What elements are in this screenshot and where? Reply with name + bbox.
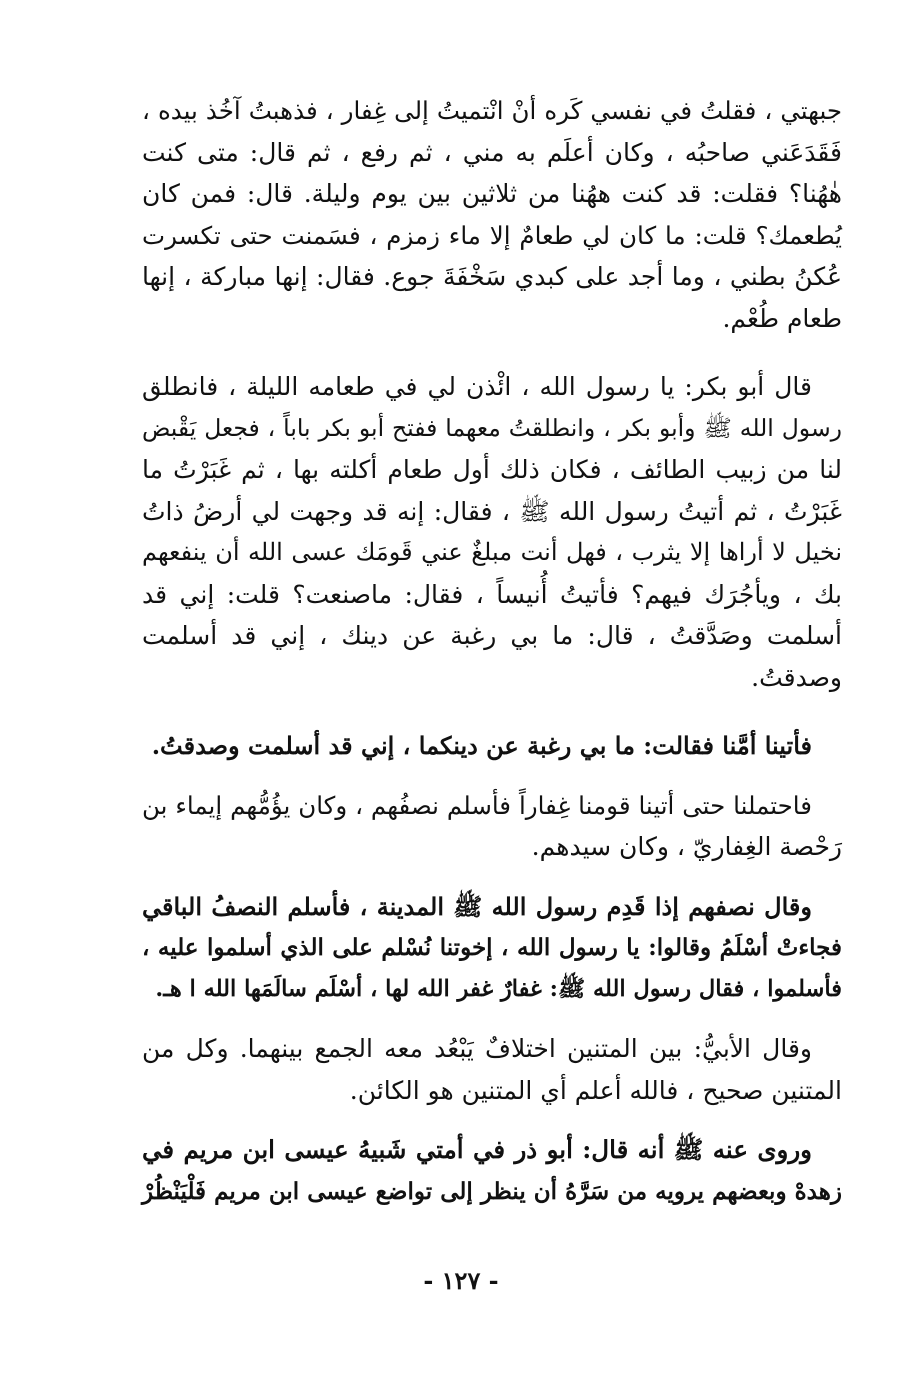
text-line: يُطعمك؟ قلت: ما كان لي طعامٌ إلا ماء زمزم ، فسَمنت حتى تكسرت [142,220,842,250]
page-number: - ١٢٧ - [423,1266,499,1295]
text-line: فأتينا أمَّنا فقالت: ما بي رغبة عن دينكما ، إني قد أسلمت وصدقتُ. [151,731,812,760]
text-line: وقال نصفهم إذا قَدِم رسول الله ﷺ المدينة ، فأسلم النصفُ الباقي [142,891,812,921]
paragraph-7 [142,1129,842,1212]
text-line: عُكنُ بطني ، وما أجد على كبدي سَخْفَةَ جوع. فقال: إنها مباركة ، إنها [142,262,842,291]
text-line: بك ، ويأجُرَك فيهم؟ فأتيتُ أُنيساً ، فقال: ماصنعت؟ قلت: إني قد [142,579,842,609]
text-line: فجاءتْ أسْلَمُ وقالوا: يا رسول الله ، إخوتنا نُسْلم على الذي أسلموا عليه ، [142,934,842,961]
text-line: وقال الأبيُّ: بين المتنين اختلافٌ يَبْعُد معه الجمع بينهما. وكل من [142,1034,812,1063]
paragraph-2 [142,366,842,698]
paragraph-4 [142,785,842,868]
text-line: رَحْصة الغِفاريّ ، وكان سيدهم. [531,832,842,861]
paragraph-6 [142,1028,842,1111]
paragraph-1 [142,90,842,339]
text-line: فَقَدَعَني صاحبُه ، وكان أعلَم به مني ، ثم رفع ، ثم قال: متى كنت [142,137,842,167]
text-line: فأسلموا ، فقال رسول الله ﷺ: غفارٌ غفر الله لها ، أسْلَم سالَمَها الله ا هـ. [155,975,842,1002]
text-line: وصدقتُ. [751,662,842,692]
page-body [142,90,842,1212]
text-line: فاحتملنا حتى أتينا قومنا غِفاراً فأسلم نصفُهم ، وكان يؤُمُّهم إيماء بن [142,790,812,820]
text-line: المتنين صحيح ، فالله أعلم أي المتنين هو الكائن. [349,1075,842,1105]
text-line: رسول الله ﷺ وأبو بكر ، وانطلقتُ معهما ففتح أبو بكر باباً ، فجعل يَقْبض [142,413,842,442]
text-line: لنا من زبيب الطائف ، فكان ذلك أول طعام أكلته بها ، ثم غَبَرْتُ ما [142,455,842,484]
paragraph-5 [142,886,842,1011]
text-line: غَبَرْتُ ، ثم أتيتُ رسول الله ﷺ ، فقال: إنه قد وجهت لي أرضُ ذاتُ [142,496,842,526]
text-line: قال أبو بكر: يا رسول الله ، ائْذن لي في طعامه الليلة ، فانطلق [142,372,812,401]
text-line: هٰهُنا؟ فقلت: قد كنت ههُنا من ثلاثين بين يوم وليلة. قال: فمن كان [142,179,842,208]
text-line: زهدهْ وبعضهم يرويه من سَرَّهُ أن ينظر إلى تواضع عيسى ابن مريم فَلْيَنْظُرْ [142,1177,842,1205]
paragraph-3 [142,725,842,767]
text-line: وروى عنه ﷺ أنه قال: أبو ذر في أمتي شَبيهُ عيسى ابن مريم في [142,1135,812,1164]
text-line: طعام طُعْم. [722,303,842,333]
text-line: نخيل لا أراها إلا يثرب ، فهل أنت مبلغٌ عني قَومَك عسى الله أن ينفعهم [142,538,842,566]
text-line: أسلمت وصَدَّقتُ ، قال: ما بي رغبة عن دينك ، إني قد أسلمت [142,621,842,650]
text-line: جبهتي ، فقلتُ في نفسي كَره أنْ انْتميتُ إلى غِفار ، فذهبتُ آخُذ بيده ، [142,96,842,125]
